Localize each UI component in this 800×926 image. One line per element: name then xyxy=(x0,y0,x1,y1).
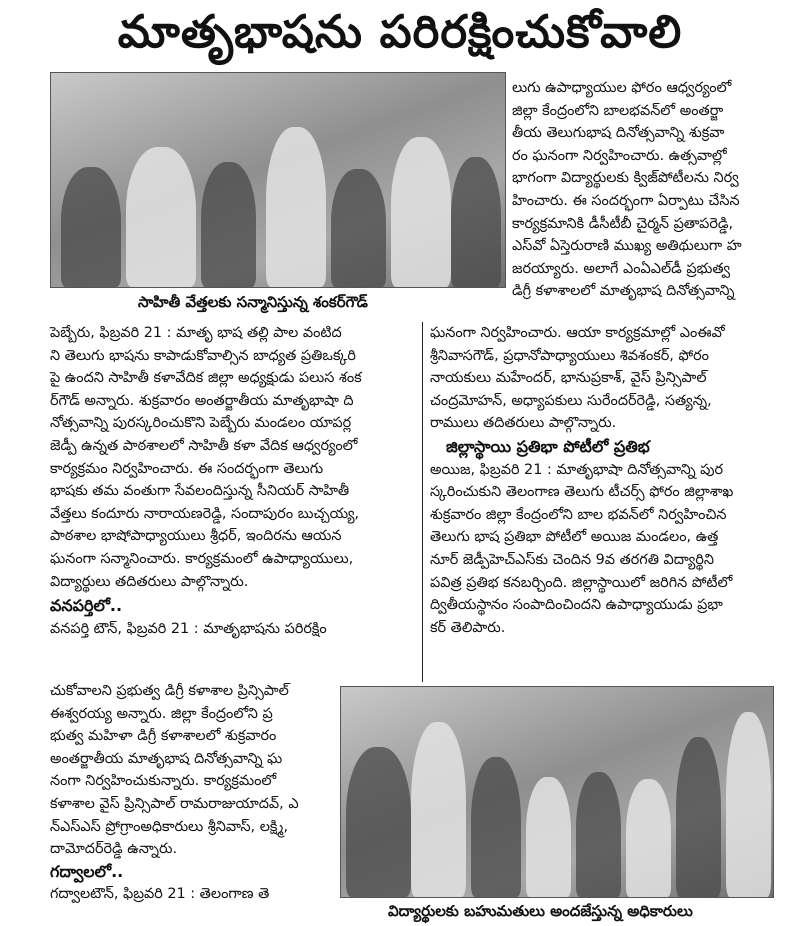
photo-ceremony xyxy=(50,72,506,288)
text-line: కళాశాల వైస్ ప్రిన్సిపాల్ రామరాజుయాదవ్, ఎ xyxy=(50,795,299,812)
text-line: భాగంగా విద్యార్థులకు క్విజ్‌పోటీలను నిర్వ xyxy=(512,170,739,187)
text-line: ద్వితీయస్థానం సంపాదించిందని ఉపాధ్యాయుడు ప్రభా xyxy=(430,597,723,614)
text-line: విద్యార్థులు తదితరులు పాల్గొన్నారు. xyxy=(50,573,249,590)
text-line: హించారు. ఈ సందర్భంగా ఏర్పాటు చేసిన xyxy=(512,192,740,209)
text-line: కర్ తెలిపారు. xyxy=(430,619,506,636)
text-line: జరయ్యారు. అలాగే ఎంఏఎల్‌డీ ప్రభుత్వ xyxy=(512,260,731,277)
text-line: భుత్వ మహిళా డిగ్రీ కళాశాలలో శుక్రవారం xyxy=(50,728,277,745)
text-line: తెలుగు భాష ప్రతిభా పోటీలో అయిజ మండలం, ఉత్త xyxy=(430,529,719,546)
text-line: జిల్లా కేంద్రంలోని బాలభవన్‌లో అంతర్జా xyxy=(512,102,724,119)
text-line: న్‌ఎస్‌ఎస్ ప్రోగ్రాంఅధికారులు శ్రీనివాస్, లక్ష్మి, xyxy=(50,818,289,835)
right-column-top xyxy=(512,77,762,303)
text-line: పెబ్బేరు, ఫిబ్రవరి 21 : మాతృ భాష తల్లి పాల వంటిద xyxy=(50,325,342,341)
section-subhead: గద్వాలలో.. xyxy=(50,861,124,881)
text-line: స్కరించుకుని తెలంగాణ తెలుగు టీచర్స్ ఫోరం జిల్లాశాఖ xyxy=(430,484,734,501)
text-line: నోత్సవాన్ని పురస్కరించుకొని పెబ్బేరు మండలం యాపర్ల xyxy=(50,415,352,432)
text-line: చంద్రమోహన్, అధ్యాపకులు సురేందర్‌రెడ్డి, సత్యన్న, xyxy=(430,392,712,409)
text-line: కార్యక్రమానికి డీసీటీబీ చైర్మన్ ప్రతాపరెడ్డి, xyxy=(512,215,734,232)
text-line: శుక్రవారం జిల్లా కేంద్రంలోని బాల భవన్‌లో నిర్వహించిన xyxy=(430,506,727,523)
text-line: చుకోవాలని ప్రభుత్వ డిగ్రీ కళాశాల ప్రిన్సిపాల్ xyxy=(50,683,289,699)
text-line: నంగా నిర్వహించుకున్నారు. కార్యక్రమంలో xyxy=(50,773,277,790)
text-line: ని తెలుగు భాషను కాపాడుకోవాల్సిన బాధ్యత ప్రతిఒక్కరి xyxy=(50,347,356,364)
text-line: కార్యక్రమం నిర్వహించారు. ఈ సందర్భంగా తెలుగు xyxy=(50,460,324,477)
photo1-caption: సాహితీ వేత్తలకు సన్మానిస్తున్న శంకర్‌గౌడ్ xyxy=(138,293,368,311)
text-line: డిగ్రీ కళాశాలలో మాతృభాష దినోత్సవాన్ని xyxy=(512,283,735,300)
text-line: రాములు తదితరులు పాల్గొన్నారు. xyxy=(430,415,617,432)
text-line: ఘనంగా సన్మానించారు. కార్యక్రమంలో ఉపాధ్యాయులు, xyxy=(50,550,354,567)
left-column-narrow xyxy=(50,680,332,906)
text-line: పవిత్ర ప్రతిభ కనబర్చింది. జిల్లాస్థాయిలో జరిగిన పోటీలో xyxy=(430,574,733,591)
text-line: ర్‌గౌడ్ అన్నారు. శుక్రవారం అంతర్జాతీయ మాతృభాషా ది xyxy=(50,392,354,409)
text-line: అయిజ, ఫిబ్రవరి 21 : మాతృభాషా దినోత్సవాన్ని పుర xyxy=(430,461,724,478)
text-line: శ్రీనివాసగౌడ్, ప్రధానోపాధ్యాయులు శివశంకర్, ఫోరం xyxy=(430,347,709,364)
right-column-mid xyxy=(430,322,770,639)
text-line: వేత్తలు కందూరు నారాయణరెడ్డి, సందాపురం బుచ్చయ్య, xyxy=(50,505,360,522)
text-line: తీయ తెలుగుభాష దినోత్సవాన్ని శుక్రవా xyxy=(512,125,725,142)
text-line: ఎస్‌వో ఏస్తెరురాణి ముఖ్య అతిథులుగా హ xyxy=(512,238,742,255)
section-subhead: జిల్లాస్థాయి ప్రతిభా పోటీలో ప్రతిభ xyxy=(446,436,650,456)
text-line: నాయకులు మహేందర్, భానుప్రకాశ్, వైస్ ప్రిన్సిపాల్ xyxy=(430,370,707,387)
text-line: నూర్ జెడ్పీహెచ్‌ఎస్‌కు చెందిన 9వ తరగతి విద్యార్థిని xyxy=(430,551,714,568)
text-line: పాఠశాల భాషోపాధ్యాయులు శ్రీధర్, ఇందిరను ఆయన xyxy=(50,528,342,545)
headline: మాతృభాషను పరిరక్షించుకోవాలి xyxy=(117,5,683,58)
text-line: అంతర్జాతీయ మాతృభాష దినోత్సవాన్ని ఘ xyxy=(50,750,283,767)
text-line: భాషకు తమ వంతుగా సేవలందిస్తున్న సీనియర్ సాహితీ xyxy=(50,483,350,500)
text-line: గద్వాలటౌన్, ఫిబ్రవరి 21 : తెలంగాణ తె xyxy=(50,886,270,903)
text-line: దామోదర్‌రెడ్డి ఉన్నారు. xyxy=(50,841,178,858)
text-line: ఘనంగా నిర్వహించారు. ఆయా కార్యక్రమాల్లో ఎంఈవో xyxy=(430,325,725,341)
section-subhead: వనపర్తిలో.. xyxy=(50,596,123,616)
column-divider xyxy=(422,322,423,682)
text-line: వనపర్తి టౌన్, ఫిబ్రవరి 21 : మాతృభాషను పరిరక్షిం xyxy=(50,620,327,637)
text-line: జెడ్పీ ఉన్నత పాఠశాలలో సాహితీ కళా వేదిక ఆధ్వర్యంలో xyxy=(50,437,358,454)
text-line: పై ఉందని సాహితీ కళావేదిక జిల్లా అధ్యక్షుడు పలుస శంక xyxy=(50,370,362,387)
left-column xyxy=(50,322,414,640)
text-line: ఈశ్వరయ్య అన్నారు. జిల్లా కేంద్రంలోని ప్ర xyxy=(50,705,273,722)
text-line: రం ఘనంగా నిర్వహించారు. ఉత్సవాల్లో xyxy=(512,147,727,164)
photo2-caption: విద్యార్థులకు బహుమతులు అందజేస్తున్న అధికారులు xyxy=(388,902,693,920)
photo-prize-distribution xyxy=(340,686,774,898)
text-line: లుగు ఉపాధ్యాయుల ఫోరం ఆధ్వర్యంలో xyxy=(512,80,732,96)
